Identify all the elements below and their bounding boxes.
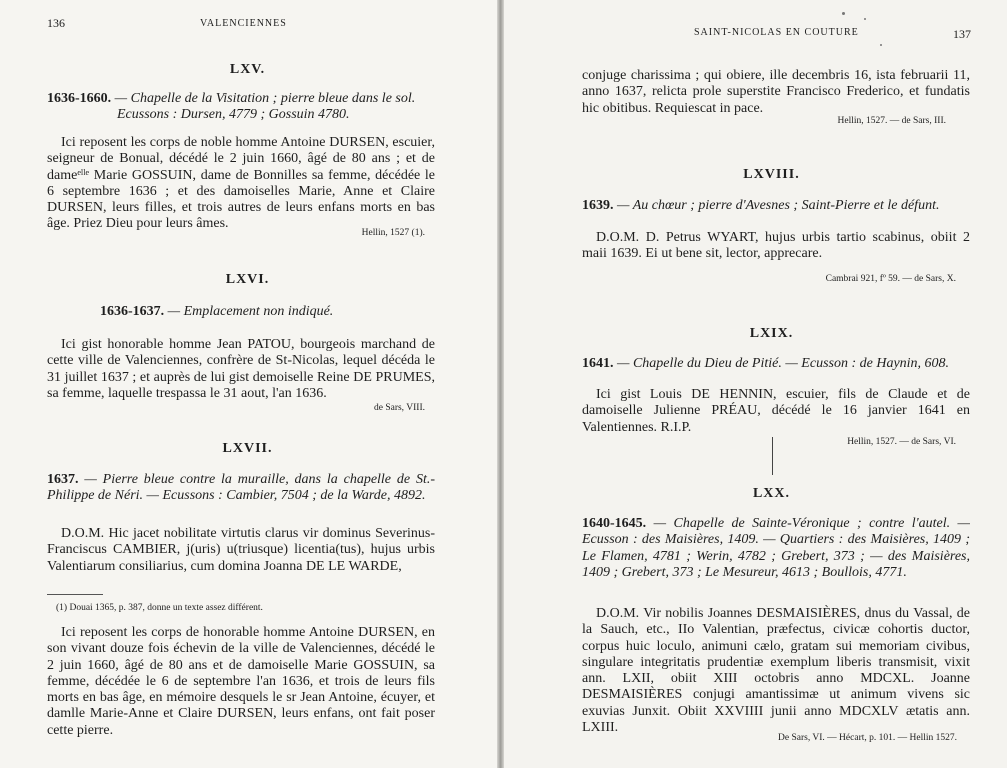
entry-date: 1636-1637. — [100, 304, 165, 319]
entry-date: 1636-1660. — [47, 91, 112, 106]
inscription-lxx: D.O.M. Vir nobilis Joannes DESMAISIÈRES, dnus du Vassal, de la Sauch, etc., IIo Valentian, præfectus, civicæ cohortis ductor, corpus huic loculo, animuni cælo, gratam sui memoriam civibus, singulare integritatis prudentiæ exemplum liberis transmisit, vixit ann. LXII, obiit XIII octobris anno MDCXL. Joanne DESMAISIÈRES conjugi amantissimæ ut animum vivens sic exuvias Junxit. Obiit XXVIIII junii anno MDCXLV ætatis ann. LXIII. — [582, 606, 970, 736]
entry-date: 1637. — [47, 472, 79, 487]
section-numeral-lxx: LXX. — [752, 486, 791, 501]
entry-location: — Chapelle de Sainte-Véronique ; contre l'autel. — Ecusson : des Maisières, 1409. — Quartiers : des Maisières, 1409 ; Le Flamen, 4781 ; Werin, 4782 ; Grebert, 373 ; — des Maisières, 1409 ; Grebert, 373 ; Le Mesureur, 4613 ; Boullois, 4771. — [582, 516, 970, 580]
right-page — [504, 0, 1007, 768]
inscription-lxvii: D.O.M. Hic jacet nobilitate virtutis clarus vir dominus Severinus-Franciscus CAMBIER, j(uris) u(triusque) licentia(tus), hujus urbis Valentiarum consiliarius, cum domina Joanna DE LE WARDE, — [47, 526, 435, 574]
inscription-lxix: Ici gist Louis DE HENNIN, escuier, fils de Claude et de damoiselle Julienne PRÉAU, décédé le 16 janvier 1641 en Valentiennes. R.I.P. — [582, 387, 970, 435]
scan-mark — [772, 437, 773, 475]
entry-arms: Ecussons : Dursen, 4779 ; Gossuin 4780. — [117, 107, 350, 123]
entry-heading-lxvii — [47, 472, 435, 505]
entry-location: — Chapelle de la Visitation ; pierre bleue dans le sol. — [114, 91, 416, 106]
entry-heading-lxix — [582, 356, 970, 372]
paper-speck — [864, 18, 866, 20]
entry-date: 1639. — [582, 198, 614, 213]
section-numeral-lxv: LXV. — [229, 62, 266, 77]
paper-speck — [880, 44, 882, 46]
page-number: 136 — [47, 16, 65, 30]
entry-location: — Pierre bleue contre la muraille, dans la chapelle de St.-Philippe de Néri. — Ecussons : Cambier, 7504 ; de la Warde, 4892. — [47, 472, 435, 504]
inscription-lxv: Ici reposent les corps de noble homme Antoine DURSEN, escuier, seigneur de Bonual, décédé le 2 juin 1660, âgé de 80 ans ; et de dameᵉˡˡᵉ Marie GOSSUIN, dame de Bonnilles sa femme, décédée le 6 septembre 1636 ; et des damoiselles Marie, Anne et Claire DURSEN, leurs filles, et trois autres de leurs enfans morts en bas âge. Priez Dieu pour leurs âmes. — [47, 135, 435, 232]
book-gutter — [497, 0, 504, 768]
source-ref-lxvii: Hellin, 1527. — de Sars, III. — [837, 116, 946, 126]
entry-heading-lxv — [47, 91, 435, 124]
section-numeral-lxviii: LXVIII. — [743, 167, 800, 182]
entry-location: — Chapelle du Dieu de Pitié. — Ecusson : de Haynin, 608. — [617, 356, 950, 371]
continued-inscription: conjuge charissima ; qui obiere, ille decembris 16, ista februarii 11, anno 1637, relicta prole superstite Francisco Frederico, et fundatis hic obitibus. Requiescat in pace. — [582, 68, 970, 116]
entry-location: — Au chœur ; pierre d'Avesnes ; Saint-Pierre et le défunt. — [617, 198, 940, 213]
paper-speck — [842, 12, 845, 15]
entry-heading-lxvi — [100, 304, 440, 320]
section-numeral-lxvi: LXVI. — [225, 272, 270, 287]
inscription-lxvi: Ici gist honorable homme Jean PATOU, bourgeois marchand de cette ville de Valenciennes, confrère de St-Nicolas, lequel décéda le 31 juillet 1637 ; et auprès de lui gist demoiselle Reine DE PRUMES, sa femme, laquelle trespassa le 31 aout, l'an 1636. — [47, 337, 435, 401]
entry-date: 1640-1645. — [582, 516, 647, 531]
entry-heading-lxviii — [582, 198, 970, 214]
footnote: (1) Douai 1365, p. 387, donne un texte assez différent. — [56, 603, 263, 613]
section-numeral-lxix: LXIX. — [749, 326, 794, 341]
page-number: 137 — [953, 27, 971, 41]
source-ref-lxvi: de Sars, VIII. — [373, 403, 425, 413]
source-ref-lxviii: Cambrai 921, fº 59. — de Sars, X. — [825, 274, 956, 284]
section-numeral-lxvii: LXVII. — [222, 441, 273, 456]
footnote-rule — [47, 594, 103, 595]
inscription-lxviii: D.O.M. D. Petrus WYART, hujus urbis tartio scabinus, obiit 2 maii 1639. Ei ut bene sit, lector, apprecare. — [582, 230, 970, 262]
source-ref-lxix: Hellin, 1527. — de Sars, VI. — [847, 437, 956, 447]
left-page — [0, 0, 497, 768]
entry-date: 1641. — [582, 356, 614, 371]
source-ref-lxx: De Sars, VI. — Hécart, p. 101. — Hellin 1527. — [778, 733, 957, 743]
source-ref-lxv: Hellin, 1527 (1). — [361, 228, 425, 238]
entry-location: — Emplacement non indiqué. — [167, 304, 334, 319]
footnote-inscription: Ici reposent les corps de honorable homme Antoine DURSEN, en son vivant douze fois échevin de la ville de Valenciennes, décédé le 2 juin 1660, âgé de 80 ans et de damoiselle Marie GOSSUIN, sa femme, décédée le 6 de septembre l'an 1636, et trois de leurs fils morts en bas âge, en mémoire desquels le sr Jean Antoine, écuyer, et damlle Marie-Anne et Claire DURSEN, leurs enfans, ont fait poser cette pierre. — [47, 625, 435, 738]
running-head: VALENCIENNES — [200, 18, 287, 29]
entry-heading-lxx — [582, 516, 970, 581]
running-head: SAINT-NICOLAS EN COUTURE — [694, 27, 859, 38]
